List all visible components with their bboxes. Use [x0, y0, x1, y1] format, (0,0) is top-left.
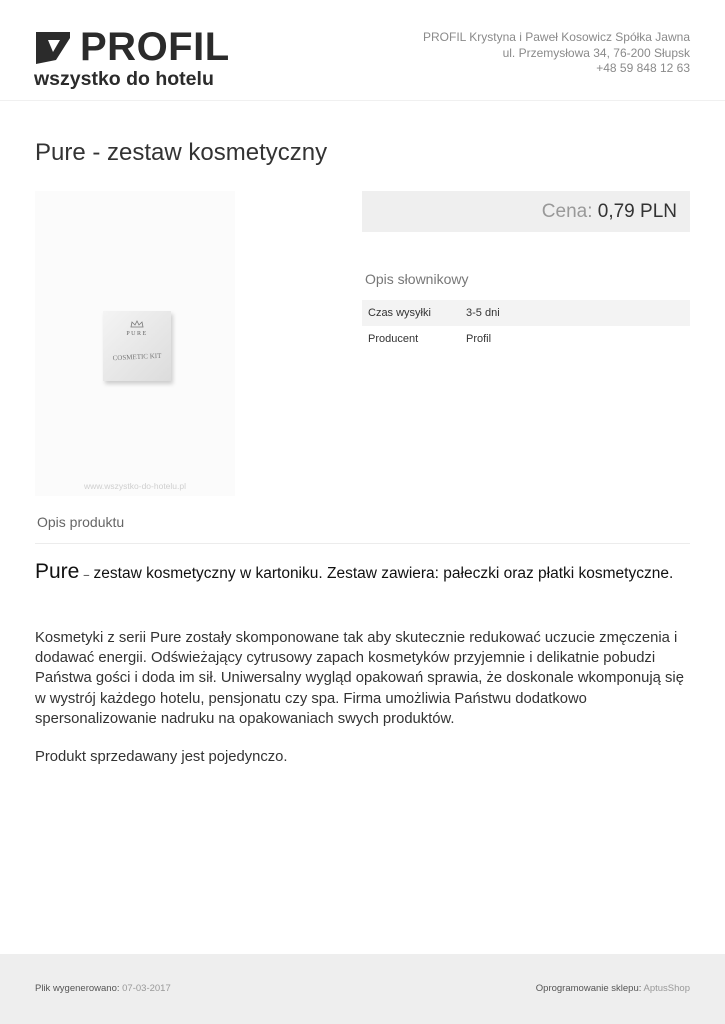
generated-info — [35, 983, 171, 994]
attribute-value: Profil — [466, 333, 492, 345]
box-brand: PURE — [126, 331, 148, 337]
generated-date: 07-03-2017 — [122, 983, 171, 994]
generated-label: Plik wygenerowano: — [35, 983, 120, 994]
description-paragraph: Produkt sprzedawany jest pojedynczo. — [35, 749, 288, 765]
attribute-key: Producent — [368, 333, 419, 345]
divider — [35, 543, 690, 544]
cosmetic-box-illustration — [103, 311, 171, 381]
attributes-table — [362, 300, 690, 352]
attribute-key: Czas wysyłki — [368, 307, 431, 319]
description-paragraph: Kosmetyki z serii Pure zostały skomponowane tak aby skutecznie redukować uczucie zmęczenia i dodawać energii. Odświeżający cytrusowy zapach kosmetyków przyjemnie i delikatnie pobudzi Państwa gości i doda im sił. Uniwersalny wygląd opakowań sprawia, że doskonale wkomponują się w wystrój każdego hotelu, pensjonatu czy spa. Firma umożliwia Państwu dodatkowo spersonalizowanie nadruku na opakowaniach swych produktów. — [35, 630, 684, 727]
logo-wordmark: PROFIL — [80, 25, 230, 69]
page-footer — [0, 954, 725, 1024]
company-info — [423, 30, 690, 77]
description-lead — [35, 561, 685, 586]
product-image[interactable] — [35, 191, 235, 496]
image-watermark: www.wszystko-do-hotelu.pl — [83, 481, 187, 491]
software-label: Oprogramowanie sklepu: — [535, 983, 642, 994]
table-row — [362, 300, 690, 326]
lead-product-name: Pure — [35, 560, 80, 583]
page-header — [0, 0, 725, 101]
lead-dash: – — [83, 570, 90, 581]
price-box — [362, 191, 690, 232]
table-row — [362, 326, 690, 352]
logo-tagline: wszystko do hotelu — [34, 68, 214, 90]
company-phone: +48 59 848 12 63 — [596, 61, 690, 75]
description-section-label: Opis produktu — [37, 514, 125, 530]
software-link[interactable]: AptusShop — [643, 983, 690, 994]
lead-text: zestaw kosmetyczny w kartoniku. Zestaw zawiera: pałeczki oraz płatki kosmetyczne. — [93, 565, 674, 582]
price-value: 0,79 PLN — [597, 201, 677, 222]
box-subtitle: COSMETIC KIT — [112, 351, 162, 363]
company-name: PROFIL Krystyna i Paweł Kosowicz Spółka Jawna — [423, 30, 690, 44]
profil-logo-mark-icon — [34, 30, 72, 66]
company-address: ul. Przemysłowa 34, 76-200 Słupsk — [502, 45, 690, 60]
software-info — [536, 983, 690, 994]
attribute-value: 3-5 dni — [466, 307, 500, 319]
crown-logo-icon — [130, 320, 144, 328]
product-title: Pure - zestaw kosmetyczny — [35, 139, 328, 166]
price — [542, 200, 677, 224]
dictionary-title: Opis słownikowy — [365, 271, 469, 287]
price-label: Cena: — [541, 201, 593, 222]
profil-logo[interactable] — [34, 25, 230, 94]
